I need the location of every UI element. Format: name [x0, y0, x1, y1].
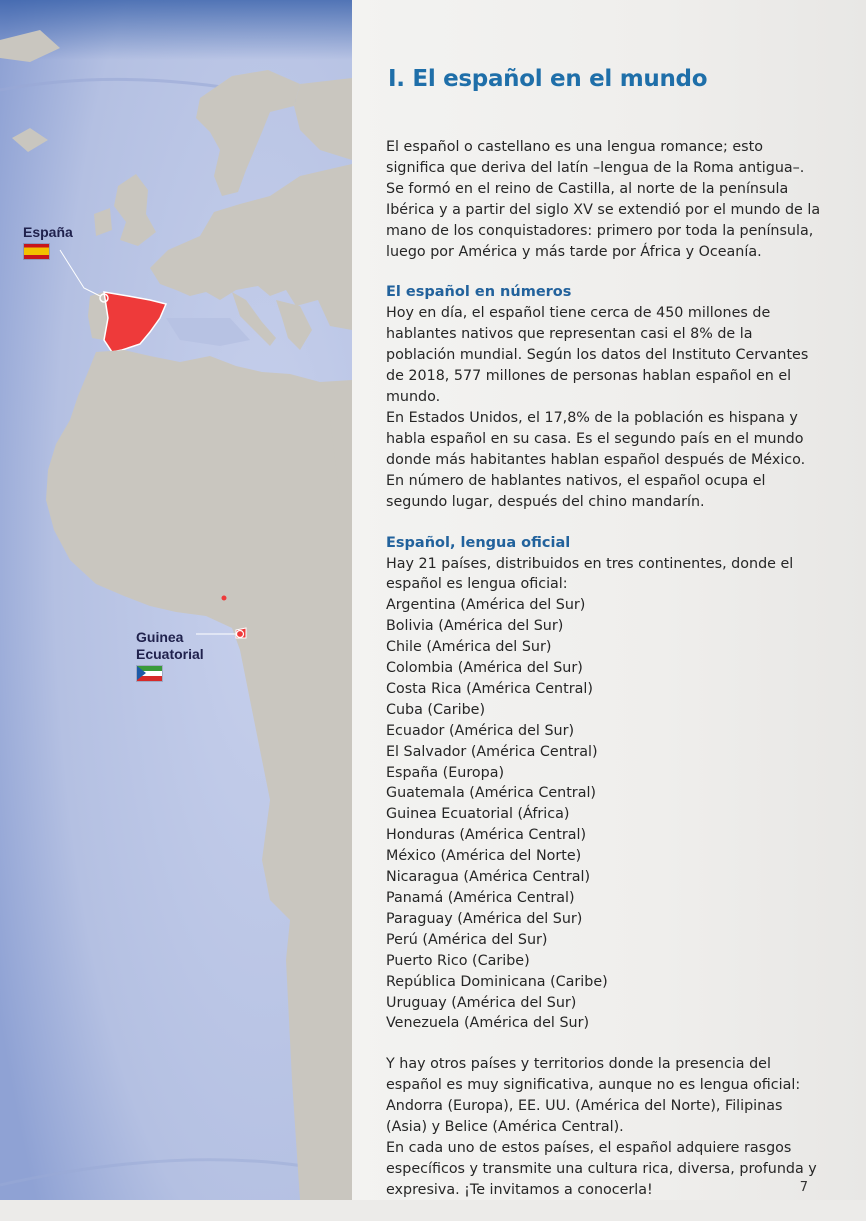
numbers-paragraph: En Estados Unidos, el 17,8% de la población es hispana y habla español en su casa. Es el segundo país en el mundo donde más habitantes hablan español después de México.	[386, 409, 806, 468]
list-item: Guatemala (América Central)	[386, 785, 596, 802]
closing-paragraph: Y hay otros países y territorios donde la presencia del español es muy significativa, aunque no es lengua oficial: Andorra (Europa), EE. UU. (América del Norte), Filipinas (Asia) y Belice (América Central).	[386, 1056, 801, 1136]
list-item: España (Europa)	[386, 764, 505, 781]
numbers-heading: El español en números	[386, 284, 572, 301]
island	[260, 536, 264, 540]
page-number: 7	[799, 1180, 808, 1195]
official-language-intro: Hay 21 países, distribuidos en tres continentes, donde el español es lengua oficial:	[386, 555, 794, 593]
list-item: México (América del Norte)	[386, 848, 582, 865]
map-illustration	[0, 0, 352, 1200]
official-language-heading: Español, lengua oficial	[386, 534, 571, 551]
list-item: Costa Rica (América Central)	[386, 680, 593, 697]
list-item: Chile (América del Sur)	[386, 639, 552, 656]
intro-paragraph: Se formó en el reino de Castilla, al norte de la península Ibérica y a partir del siglo XV se extendió por el mundo de la mano de los conquistadores: primero por toda la península, luego por América y más tarde por África y Oceanía.	[386, 180, 821, 260]
intro-paragraph: El español o castellano es una lengua romance; esto significa que deriva del latín –lengua de la Roma antigua–.	[386, 139, 805, 176]
list-item: Perú (América del Sur)	[386, 931, 548, 948]
list-item: Paraguay (América del Sur)	[386, 910, 583, 927]
list-item: Uruguay (América del Sur)	[386, 994, 577, 1011]
list-item: Nicaragua (América Central)	[386, 869, 591, 886]
list-item: Puerto Rico (Caribe)	[386, 952, 530, 969]
list-item: Guinea Ecuatorial (África)	[386, 806, 570, 823]
list-item: Ecuador (América del Sur)	[386, 722, 575, 739]
numbers-paragraph: En número de hablantes nativos, el español ocupa el segundo lugar, después del chino mandarín.	[386, 472, 766, 510]
closing-paragraph: En cada uno de estos países, el español adquiere rasgos específicos y transmite una cultura rica, diversa, profunda y expresiva. ¡Te invitamos a conocerla!	[386, 1139, 817, 1198]
intro-section	[386, 137, 826, 262]
list-item: Cuba (Caribe)	[386, 701, 486, 718]
list-item: Colombia (América del Sur)	[386, 660, 583, 677]
page-title: I. El español en el mundo	[388, 66, 708, 92]
numbers-paragraph: Hoy en día, el español tiene cerca de 450 millones de hablantes nativos que representan casi el 8% de la población mundial. Según los datos del Instituto Cervantes de 2018, 577 millones de personas hablan español en el mundo.	[386, 305, 809, 406]
list-item: Honduras (América Central)	[386, 827, 587, 844]
list-item: Venezuela (América del Sur)	[386, 1015, 590, 1032]
world-map	[0, 0, 352, 1200]
page-content	[386, 62, 826, 1221]
numbers-section	[386, 282, 826, 512]
spain-flag-icon	[24, 244, 49, 259]
closing-section	[386, 1054, 826, 1200]
country-list	[386, 595, 826, 1034]
equatorial-guinea-label: Guinea Ecuatorial	[136, 629, 204, 662]
list-item: República Dominicana (Caribe)	[386, 973, 608, 990]
equatorial-guinea-flag-icon	[137, 666, 162, 681]
list-item: Bolivia (América del Sur)	[386, 618, 564, 635]
official-language-section	[386, 533, 826, 1035]
spain-label: España	[23, 224, 73, 240]
bioko-island	[222, 596, 227, 601]
list-item: Argentina (América del Sur)	[386, 597, 586, 614]
list-item: El Salvador (América Central)	[386, 743, 598, 760]
list-item: Panamá (América Central)	[386, 890, 575, 906]
